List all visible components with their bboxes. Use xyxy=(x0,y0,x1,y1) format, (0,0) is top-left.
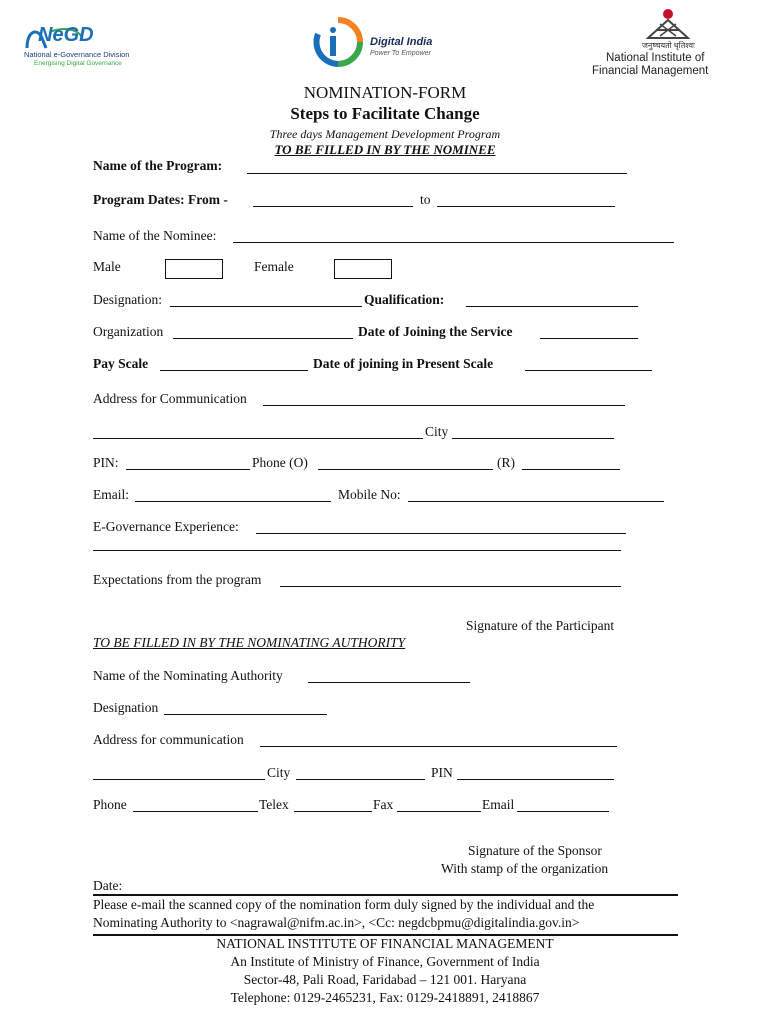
authority-designation-field[interactable] xyxy=(164,714,327,715)
email-label: Email: xyxy=(93,487,129,502)
address-field-line2[interactable] xyxy=(93,438,423,439)
authority-city-field[interactable] xyxy=(296,779,425,780)
pay-scale-label: Pay Scale xyxy=(93,356,149,371)
footer-line3: Telephone: 0129-2465231, Fax: 0129-2418891, 2418867 xyxy=(230,990,540,1005)
program-dates-label: Program Dates: From - xyxy=(93,192,228,207)
authority-designation-label: Designation xyxy=(93,700,159,715)
mobile-field[interactable] xyxy=(408,501,664,502)
pin-field[interactable] xyxy=(126,469,250,470)
digital-india-title: Digital India xyxy=(370,36,433,48)
address-field-line1[interactable] xyxy=(263,405,625,406)
mobile-label: Mobile No: xyxy=(338,487,401,502)
negd-line1: National e-Governance Division xyxy=(24,50,130,59)
footer-org: NATIONAL INSTITUTE OF FINANCIAL MANAGEMENT xyxy=(216,936,554,951)
program-name-label: Name of the Program: xyxy=(93,158,223,173)
authority-address-label: Address for communication xyxy=(93,732,244,747)
nominee-name-label: Name of the Nominee: xyxy=(93,228,217,243)
female-label: Female xyxy=(254,259,294,274)
organization-field[interactable] xyxy=(173,338,353,339)
negd-logo xyxy=(24,24,154,70)
program-date-to-field[interactable] xyxy=(437,206,615,207)
egov-experience-field-line1[interactable] xyxy=(256,533,626,534)
phone-office-label: Phone (O) xyxy=(252,455,308,470)
digital-india-logo xyxy=(308,14,448,70)
nifm-hindi: जनुष्चयतो धृतिश्वः xyxy=(642,41,695,50)
female-checkbox[interactable] xyxy=(334,259,392,279)
authority-fax-label: Fax xyxy=(373,797,394,812)
expectations-field[interactable] xyxy=(280,586,621,587)
sponsor-stamp: With stamp of the organization xyxy=(441,861,609,876)
designation-label: Designation: xyxy=(93,292,162,307)
phone-residence-label: (R) xyxy=(497,455,515,470)
authority-city-label: City xyxy=(267,765,291,780)
address-label: Address for Communication xyxy=(93,391,247,406)
male-label: Male xyxy=(93,259,121,274)
authority-name-field[interactable] xyxy=(308,682,470,683)
digital-india-tagline: Power To Empower xyxy=(370,50,431,57)
form-title: NOMINATION-FORM xyxy=(303,83,467,102)
program-type: Three days Management Development Program xyxy=(269,127,501,141)
pay-scale-field[interactable] xyxy=(160,370,308,371)
authority-name-label: Name of the Nominating Authority xyxy=(93,668,283,683)
program-date-from-field[interactable] xyxy=(253,206,413,207)
negd-line2: Energising Digital Governance xyxy=(34,60,122,67)
sponsor-signature: Signature of the Sponsor xyxy=(468,843,602,858)
date-joining-present-label: Date of joining in Present Scale xyxy=(313,356,494,371)
authority-email-field[interactable] xyxy=(517,811,609,812)
date-joining-service-label: Date of Joining the Service xyxy=(358,324,513,339)
instructions-line1: Please e-mail the scanned copy of the nomination form duly signed by the individual and the xyxy=(93,897,595,912)
nifm-line2: Financial Management xyxy=(592,65,709,77)
male-checkbox[interactable] xyxy=(165,259,223,279)
authority-fax-field[interactable] xyxy=(397,811,481,812)
phone-office-field[interactable] xyxy=(318,469,493,470)
authority-telex-label: Telex xyxy=(259,797,289,812)
nominee-section-heading: TO BE FILLED IN BY THE NOMINEE xyxy=(274,142,496,157)
designation-field[interactable] xyxy=(170,306,362,307)
qualification-field[interactable] xyxy=(466,306,638,307)
expectations-label: Expectations from the program xyxy=(93,572,262,587)
authority-phone-field[interactable] xyxy=(133,811,258,812)
program-name-field[interactable] xyxy=(247,173,627,174)
form-subtitle: Steps to Facilitate Change xyxy=(290,104,480,123)
footer-line1: An Institute of Ministry of Finance, Government of India xyxy=(230,954,540,969)
nifm-logo xyxy=(592,8,742,77)
footer-line2: Sector-48, Pali Road, Faridabad – 121 001. Haryana xyxy=(243,972,527,987)
authority-phone-label: Phone xyxy=(93,797,127,812)
digital-india-mark xyxy=(308,14,368,70)
authority-pin-label: PIN xyxy=(431,765,453,780)
date-label: Date: xyxy=(93,878,123,893)
authority-section-heading: TO BE FILLED IN BY THE NOMINATING AUTHORITY xyxy=(93,635,406,650)
city-field[interactable] xyxy=(452,438,614,439)
participant-signature: Signature of the Participant xyxy=(466,618,615,633)
authority-pin-field[interactable] xyxy=(457,779,614,780)
instructions-line2: Nominating Authority to <nagrawal@nifm.ac.in>, <Cc: negdcbpmu@digitalindia.gov.in> xyxy=(93,915,580,930)
date-joining-present-field[interactable] xyxy=(525,370,652,371)
instructions-top-rule xyxy=(93,894,678,896)
egov-experience-field-line2[interactable] xyxy=(93,550,621,551)
email-field[interactable] xyxy=(135,501,331,502)
negd-title: NeGD xyxy=(38,24,94,46)
egov-experience-label: E-Governance Experience: xyxy=(93,519,239,534)
city-label: City xyxy=(425,424,449,439)
organization-label: Organization xyxy=(93,324,164,339)
date-joining-service-field[interactable] xyxy=(540,338,638,339)
authority-email-label: Email xyxy=(482,797,515,812)
authority-address-field-line2[interactable] xyxy=(93,779,265,780)
to-label: to xyxy=(420,192,431,207)
pin-label: PIN: xyxy=(93,455,119,470)
qualification-label: Qualification: xyxy=(364,292,445,307)
phone-residence-field[interactable] xyxy=(522,469,620,470)
authority-address-field[interactable] xyxy=(260,746,617,747)
nifm-line1: National Institute of xyxy=(606,52,705,64)
nominee-name-field[interactable] xyxy=(233,242,674,243)
nifm-mark xyxy=(638,8,698,42)
authority-telex-field[interactable] xyxy=(294,811,372,812)
